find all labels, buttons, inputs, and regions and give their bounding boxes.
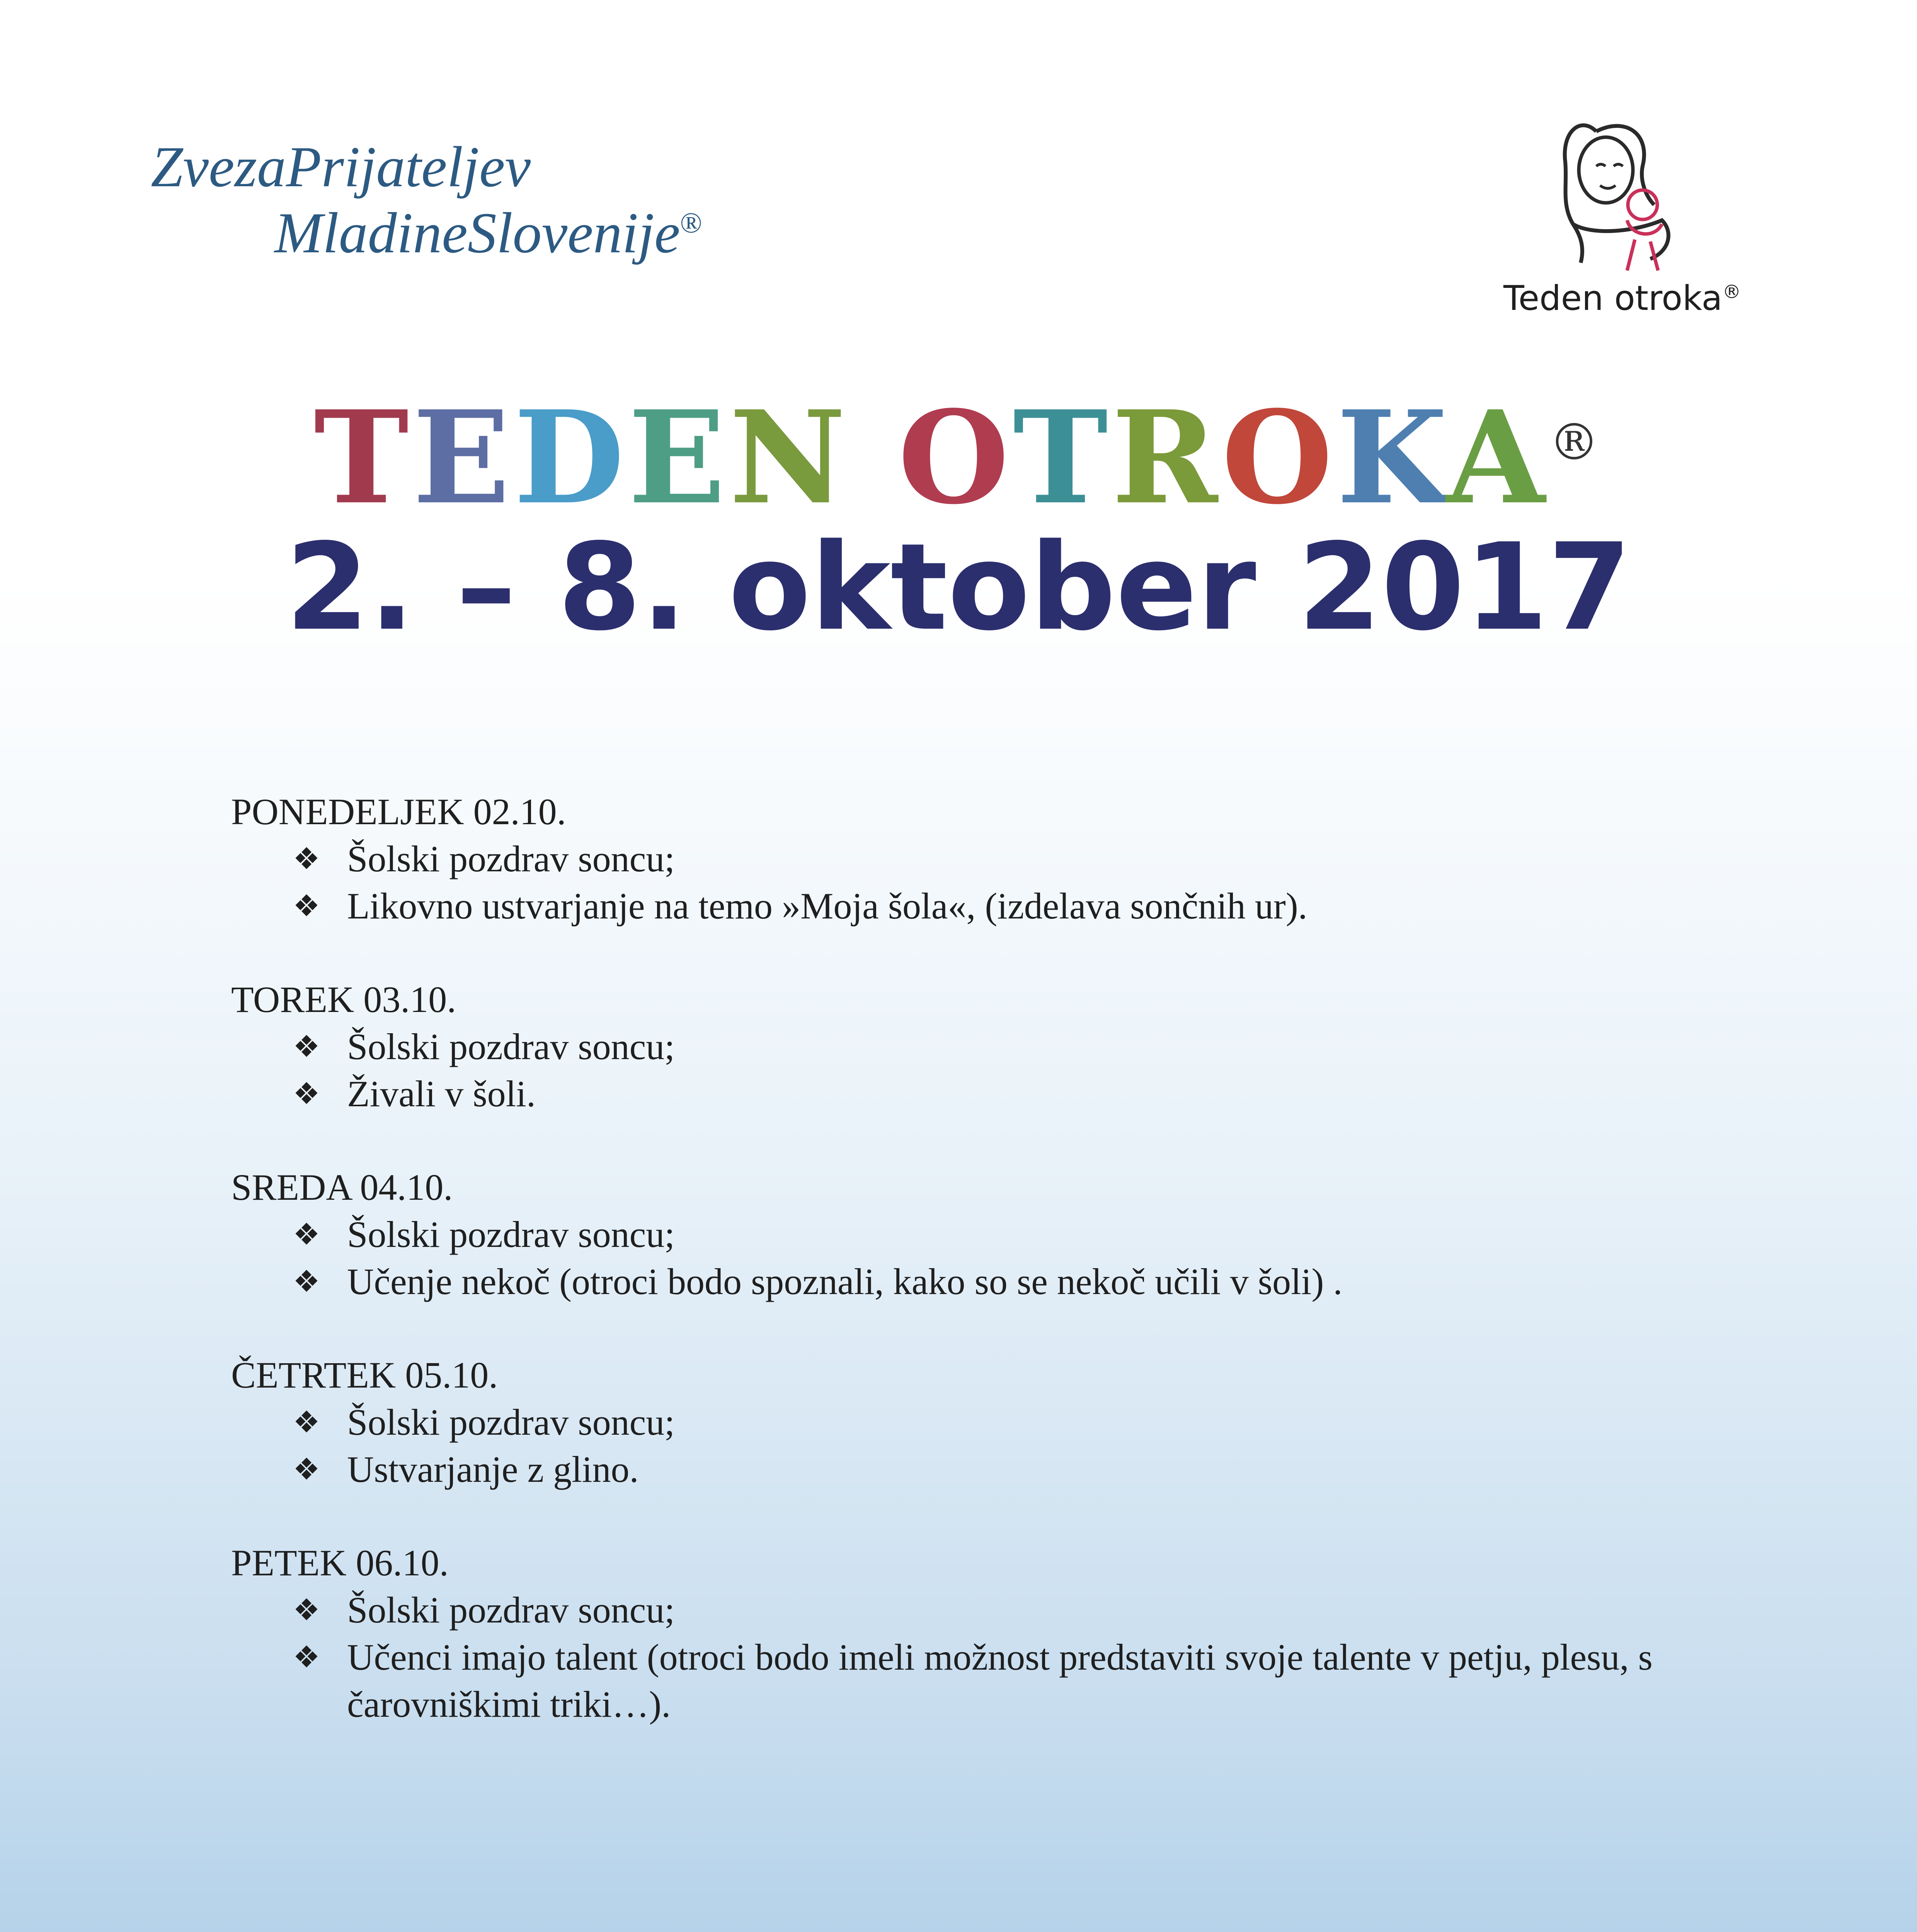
activity-item [293, 1446, 1738, 1493]
org-registered-mark: ® [680, 207, 702, 239]
activity-list [231, 835, 1738, 930]
activity-text: Živali v šoli. [347, 1073, 536, 1114]
activity-item [293, 883, 1738, 930]
org-logo [151, 135, 702, 265]
activity-text: Likovno ustvarjanje na temo »Moja šola«, (izdelava sončnih ur). [347, 885, 1308, 927]
activity-text: Šolski pozdrav soncu; [347, 1026, 675, 1067]
diamond-bullet-icon: ❖ [293, 1593, 320, 1628]
title-letter: E [628, 383, 729, 532]
title-letter: R [1112, 383, 1222, 532]
title-letter: E [412, 383, 514, 532]
diamond-bullet-icon: ❖ [293, 1077, 320, 1111]
activity-item [293, 1258, 1738, 1305]
day-section [231, 1539, 1738, 1728]
day-section [231, 1352, 1738, 1493]
title-letter: T [1013, 383, 1112, 532]
org-logo-line2: MladineSlovenije [274, 201, 680, 265]
day-heading: PETEK 06.10. [231, 1542, 449, 1583]
day-section [231, 976, 1738, 1117]
activity-text: Učenje nekoč (otroci bodo spoznali, kako so se nekoč učili v šoli) . [347, 1261, 1343, 1302]
diamond-bullet-icon: ❖ [293, 1029, 320, 1064]
day-section [231, 1164, 1738, 1305]
day-section [231, 788, 1738, 930]
title-letter: N [729, 383, 850, 532]
title-letter: D [514, 383, 628, 532]
day-heading: SREDA 04.10. [231, 1167, 453, 1208]
sun-school-illustration [0, 1847, 1917, 1932]
title-letter: K [1336, 383, 1446, 532]
activity-item [293, 1023, 1738, 1070]
day-heading: ČETRTEK 05.10. [231, 1354, 498, 1396]
week-caption: Teden otroka® [1503, 278, 1741, 318]
activity-list [231, 1211, 1738, 1305]
schedule [231, 788, 1738, 1774]
title-registered-mark: ® [1549, 413, 1603, 471]
title-letter: O [898, 383, 1013, 532]
diamond-bullet-icon: ❖ [293, 1640, 320, 1675]
activity-item [293, 1587, 1738, 1634]
title-letter [850, 383, 898, 532]
diamond-bullet-icon: ❖ [293, 1452, 320, 1487]
activity-item [293, 1634, 1738, 1728]
activity-item [293, 1211, 1738, 1258]
activity-list [231, 1399, 1738, 1493]
title-letter: T [314, 383, 413, 532]
activity-text: Ustvarjanje z glino. [347, 1449, 639, 1490]
activity-text: Šolski pozdrav soncu; [347, 1589, 675, 1631]
day-heading: TOREK 03.10. [231, 979, 456, 1020]
activity-item [293, 835, 1738, 883]
activity-item [293, 1399, 1738, 1446]
activity-item [293, 1070, 1738, 1117]
title-letter: O [1221, 383, 1337, 532]
diamond-bullet-icon: ❖ [293, 1405, 320, 1440]
diamond-bullet-icon: ❖ [293, 842, 320, 876]
diamond-bullet-icon: ❖ [293, 1217, 320, 1252]
diamond-bullet-icon: ❖ [293, 1264, 320, 1299]
activity-list [231, 1023, 1738, 1117]
mother-child-logo-icon [1538, 108, 1701, 286]
day-heading: PONEDELJEK 02.10. [231, 791, 566, 832]
org-logo-line1: ZvezaPrijateljev [151, 135, 531, 199]
activity-list [231, 1587, 1738, 1728]
activity-text: Šolski pozdrav soncu; [347, 1214, 675, 1255]
diamond-bullet-icon: ❖ [293, 889, 320, 923]
activity-text: Šolski pozdrav soncu; [347, 838, 675, 879]
activity-text: Šolski pozdrav soncu; [347, 1401, 675, 1443]
main-title [0, 383, 1917, 532]
event-dates: 2. – 8. oktober 2017 [286, 518, 1631, 657]
title-letter: A [1446, 383, 1549, 532]
activity-text: Učenci imajo talent (otroci bodo imeli možnost predstaviti svoje talente v petju, plesu, s čarovniškimi triki…). [347, 1636, 1653, 1725]
